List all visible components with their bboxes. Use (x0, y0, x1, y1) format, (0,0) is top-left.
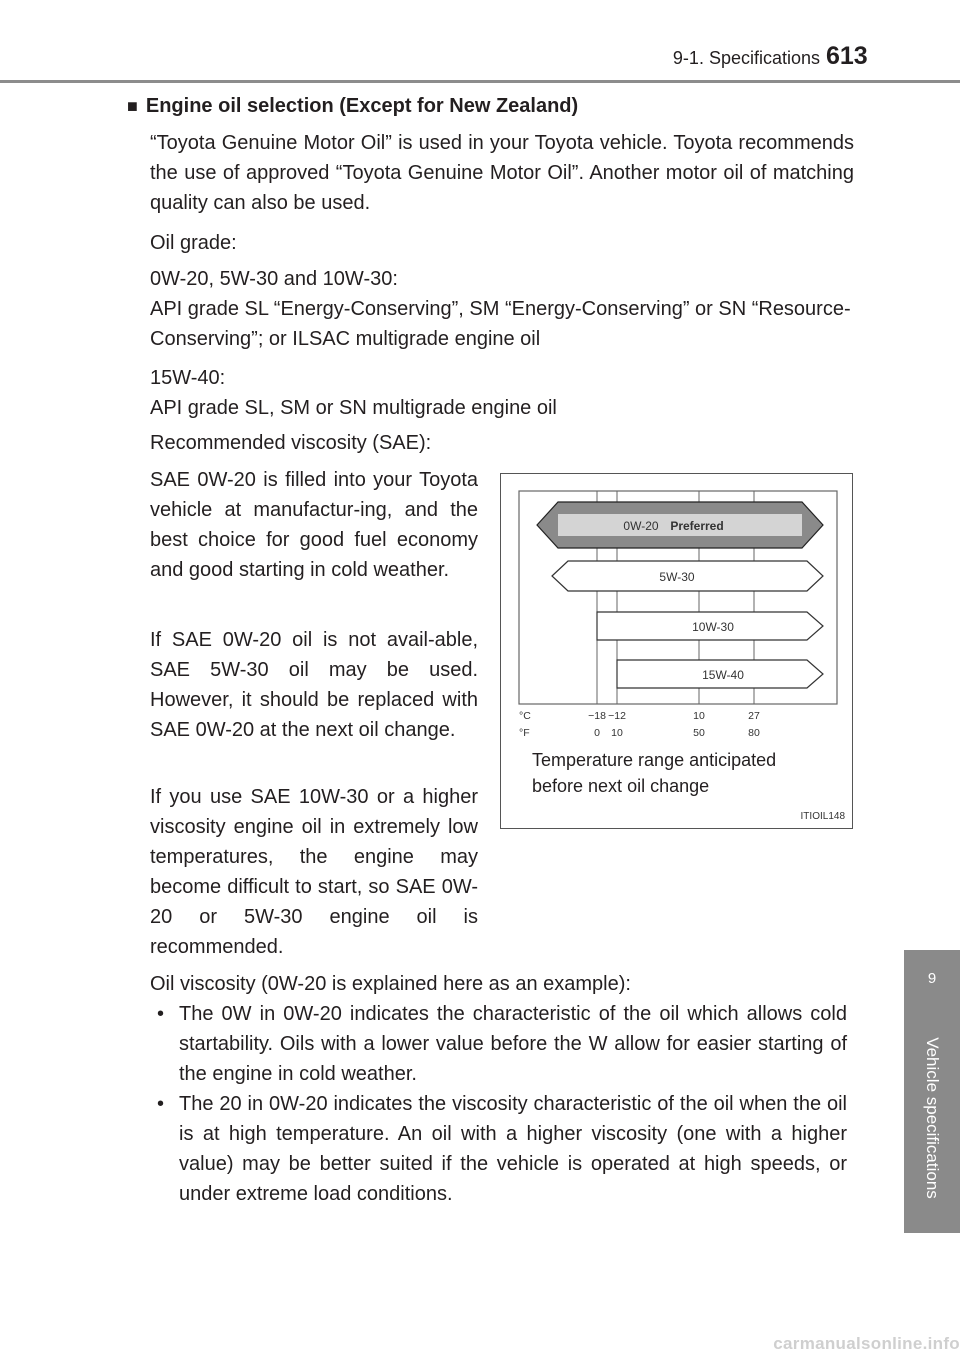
celsius-unit: °C (519, 710, 531, 722)
bullet-marker: • (157, 1003, 165, 1025)
figure-code: ITIOIL148 (800, 811, 845, 822)
grade-a-heading: 0W-20, 5W-30 and 10W-30: (150, 268, 398, 290)
intro-paragraph: “Toyota Genuine Motor Oil” is used in your Toyota vehicle. Toyota recommends the use of approved “Toyota Genuine Motor Oil”. Another motor oil of matching quality can also be used. (150, 132, 854, 214)
section-title-text: Engine oil selection (Except for New Zealand) (145, 95, 579, 117)
fahrenheit-tick: 50 (693, 727, 705, 739)
fahrenheit-tick: 0 (594, 727, 600, 739)
figure-caption-line1: Temperature range anticipated (532, 750, 777, 770)
fahrenheit-tick: 80 (748, 727, 760, 739)
explain-heading: Oil viscosity (0W-20 is explained here as an example): (150, 973, 631, 995)
viscosity-chart (501, 474, 851, 827)
chapter-number: 9 (927, 970, 937, 987)
bar-0w20-grade: 0W-20 (623, 519, 659, 533)
celsius-tick: 10 (693, 710, 705, 722)
bullet-text: The 0W in 0W-20 indicates the characteristic of the oil which allows cold startability. Oils with a lower value before the W allow for easier starting of the engine in cold weather. (179, 1003, 847, 1085)
grade-b-heading: 15W-40: (150, 367, 226, 389)
fahrenheit-unit: °F (519, 727, 530, 739)
page-number: 613 (826, 42, 868, 70)
section-title (127, 95, 578, 118)
fahrenheit-tick: 10 (611, 727, 623, 739)
grade-a-text: API grade SL “Energy-Conserving”, SM “Energy-Conserving” or SN “Resource-Conserving”; or ILSAC multigrade engine oil (150, 298, 851, 350)
list-item (157, 999, 847, 1089)
viscosity-chart-figure (500, 473, 853, 829)
celsius-tick: 27 (748, 710, 760, 722)
watermark: carmanualsonline.info (773, 1334, 960, 1353)
celsius-tick: −18 (588, 710, 606, 722)
bar-10w30-label: 10W-30 (692, 620, 734, 634)
paragraph-cold-start-warning: If you use SAE 10W-30 or a higher viscosity engine oil in extremely low temperatures, the engine may become difficult to start, so SAE 0W-20 or 5W-30 engine oil is recommended. (150, 786, 478, 958)
header-section-title: 9-1. Specifications (672, 48, 820, 68)
bar-0w20-note: Preferred (670, 519, 724, 533)
square-bullet-icon: ■ (127, 96, 138, 116)
viscosity-label: Recommended viscosity (SAE): (150, 432, 432, 454)
figure-caption-line2: before next oil change (532, 776, 710, 796)
paragraph-alternative-oil: If SAE 0W-20 oil is not avail-able, SAE 5W-30 oil may be used. However, it should be replaced with SAE 0W-20 at the next oil change. (150, 629, 478, 741)
oil-grade-label: Oil grade: (150, 232, 237, 254)
paragraph-factory-fill: SAE 0W-20 is filled into your Toyota vehicle at manufactur-ing, and the best choice for good fuel economy and good starting in cold weather. (150, 469, 478, 581)
bullet-list (157, 999, 847, 1209)
list-item (157, 1089, 847, 1209)
celsius-tick: −12 (608, 710, 626, 722)
grade-b-text: API grade SL, SM or SN multigrade engine oil (150, 397, 557, 419)
header-divider (0, 80, 960, 83)
bullet-text: The 20 in 0W-20 indicates the viscosity characteristic of the oil when the oil is at high temperature. An oil with a higher viscosity (one with a higher value) may be better suited if the vehicle is operated at high speeds, or under extreme load conditions. (179, 1093, 847, 1205)
chapter-side-tab (904, 950, 960, 1233)
bullet-marker: • (157, 1093, 165, 1115)
chapter-title: Vehicle specifications (923, 1037, 942, 1199)
bar-15w40-label: 15W-40 (702, 668, 744, 682)
bar-5w30-label: 5W-30 (659, 570, 695, 584)
